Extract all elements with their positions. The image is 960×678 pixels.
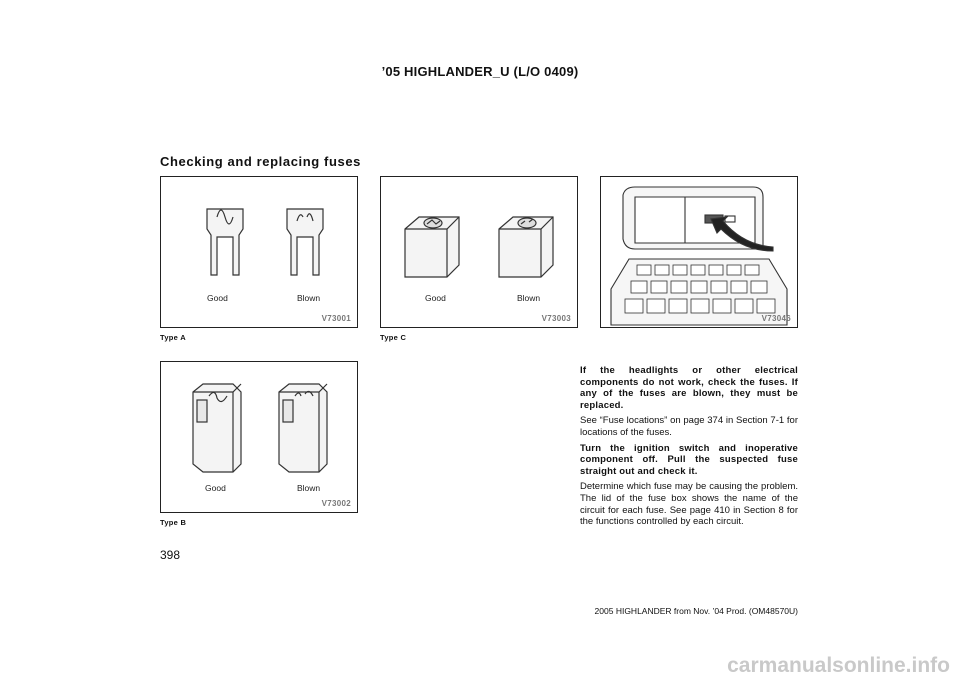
caption-type-b: Type B <box>160 518 187 527</box>
watermark: carmanualsonline.info <box>727 654 950 677</box>
figure-code: V73003 <box>541 314 571 323</box>
paragraph-turn-off: Turn the ignition switch and inoperative component off. Pull the suspected fuse straight out and check it. <box>580 442 798 477</box>
figure-fuse-box <box>600 176 798 328</box>
label-good: Good <box>205 483 226 493</box>
figure-code: V73046 <box>761 314 791 323</box>
label-blown: Blown <box>517 293 541 303</box>
footer-text: 2005 HIGHLANDER from Nov. ’04 Prod. (OM48570U) <box>594 606 798 616</box>
caption-type-a: Type A <box>160 333 186 342</box>
figure-type-a <box>160 176 358 328</box>
figure-type-c <box>380 176 578 328</box>
fuse-box-illustration <box>601 177 799 329</box>
fuse-type-b-illustration <box>161 362 359 514</box>
instructions-text <box>580 365 798 532</box>
label-good: Good <box>207 293 228 303</box>
section-title: Checking and replacing fuses <box>160 154 362 169</box>
fuse-type-c-illustration <box>381 177 579 329</box>
figure-code: V73002 <box>321 499 351 508</box>
paragraph-see-locations: See “Fuse locations” on page 374 in Section 7-1 for locations of the fuses. <box>580 415 798 438</box>
figure-code: V73001 <box>321 314 351 323</box>
label-good: Good <box>425 293 446 303</box>
label-blown: Blown <box>297 483 321 493</box>
page-number: 398 <box>160 548 181 562</box>
figure-type-b <box>160 361 358 513</box>
document-header: ’05 HIGHLANDER_U (L/O 0409) <box>381 64 579 79</box>
caption-type-c: Type C <box>380 333 407 342</box>
label-blown: Blown <box>297 293 321 303</box>
paragraph-intro: If the headlights or other electrical components do not work, check the fuses. If any of the fuses are blown, they must be replaced. <box>580 365 798 411</box>
paragraph-determine: Determine which fuse may be causing the problem. The lid of the fuse box shows the name of the circuit for each fuse. See page 410 in Section 8 for the functions controlled by each circuit. <box>580 481 798 528</box>
fuse-type-a-illustration <box>161 177 359 329</box>
